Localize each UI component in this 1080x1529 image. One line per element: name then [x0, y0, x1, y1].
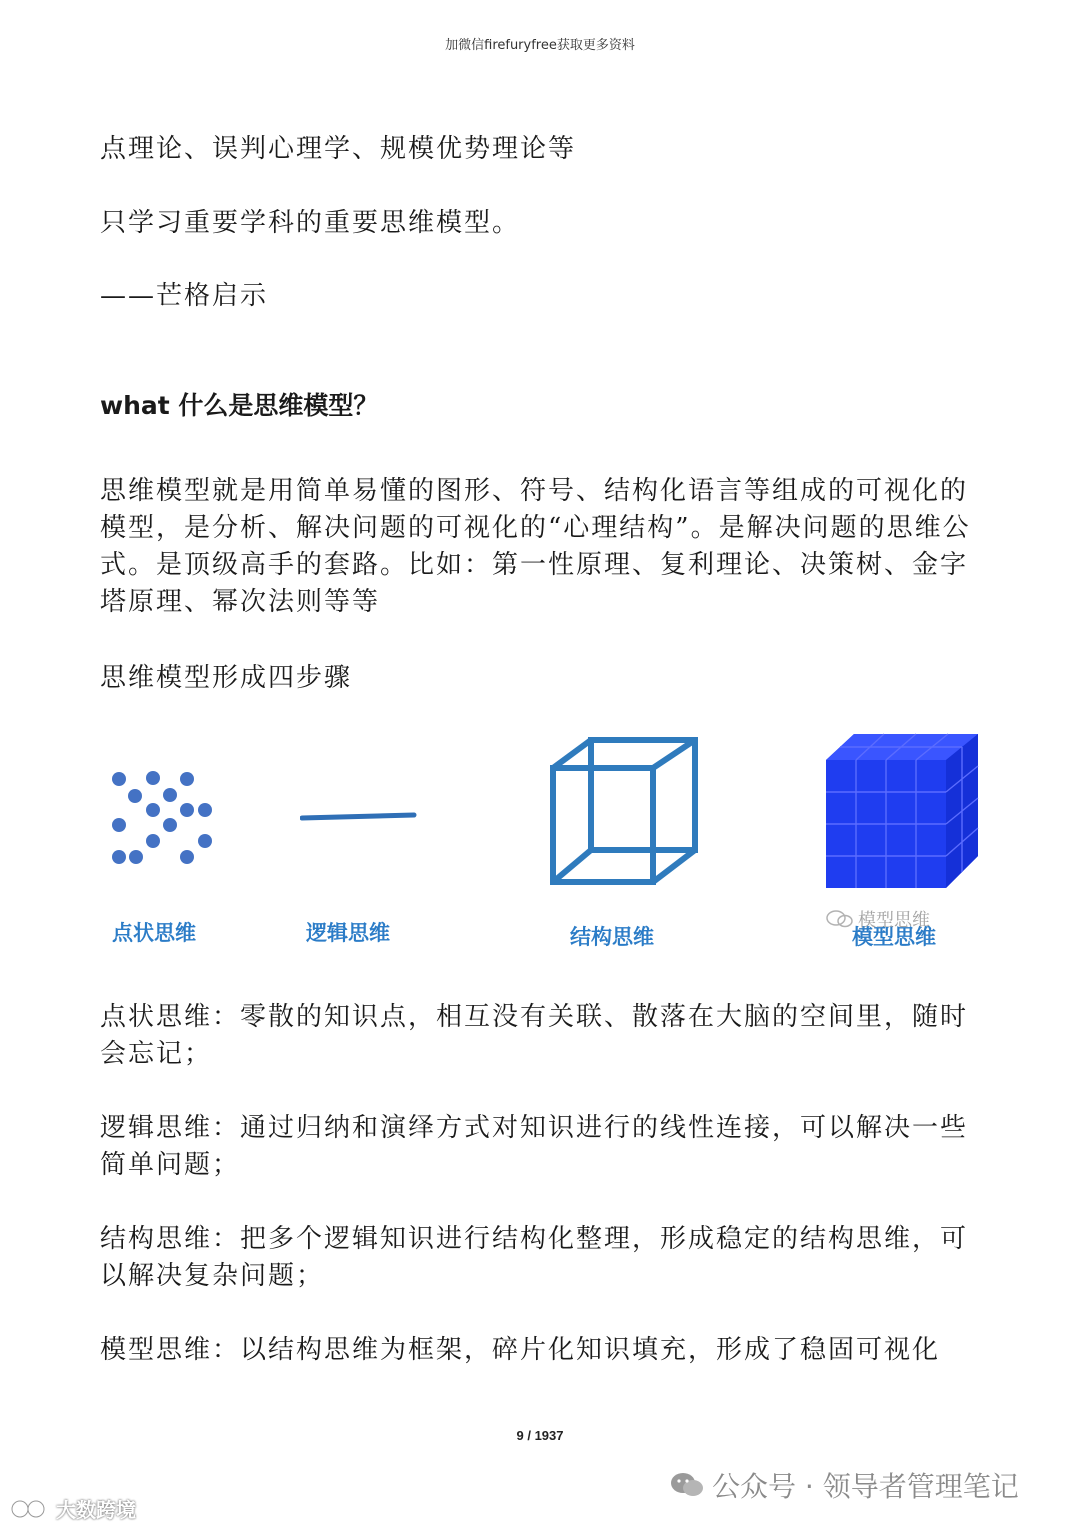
wechat-account-name: 公众号 · 领导者管理笔记 [712, 1470, 1019, 1503]
section-heading: what 什么是思维模型？ [100, 391, 379, 420]
step-label-logic: 逻辑思维 [306, 921, 390, 945]
page-header: 加微信firefuryfree获取更多资料 [445, 38, 635, 53]
paragraph-2: 只学习重要学科的重要思维模型。 [100, 208, 521, 238]
paragraph-definition: 思维模型就是用简单易懂的图形、符号、结构化语言等组成的可视化的模型，是分析、解决问题的可视化的“心理结构”。是解决问题的思维公式。是顶级高手的套路。比如：第一性原理、复利理论、决策树、金字塔原理、幂次法则等等 [100, 476, 971, 617]
wechat-account-watermark [670, 1465, 1019, 1505]
structure-thinking-figure [546, 734, 702, 894]
logo-icon [8, 1497, 52, 1521]
page-number: 9 / 1937 [516, 1428, 564, 1443]
quote-source: ——芒格启示 [100, 281, 269, 311]
paragraph-dot-thinking: 点状思维：零散的知识点，相互没有关联、散落在大脑的空间里，随时会忘记； [100, 1002, 969, 1069]
corner-watermark-text: 大数跨境 [56, 1498, 136, 1522]
paragraph-1: 点理论、误判心理学、规模优势理论等 [100, 134, 577, 164]
image-watermark-text: 模型思维 [858, 910, 930, 931]
dot-thinking-figure [105, 765, 225, 879]
step-label-model: 模型思维 [852, 925, 936, 949]
paragraph-model-thinking: 模型思维：以结构思维为框架，碎片化知识填充，形成了稳固可视化 [100, 1335, 941, 1365]
step-label-dot: 点状思维 [112, 921, 196, 945]
logic-thinking-figure [300, 808, 418, 828]
line-icon [300, 808, 418, 824]
scattered-dots-icon [105, 765, 225, 875]
corner-watermark [8, 1494, 136, 1523]
solid-cube-icon [822, 730, 982, 892]
wechat-icon [670, 1471, 704, 1499]
paragraph-four-steps: 思维模型形成四步骤 [100, 663, 353, 693]
paragraph-logic-thinking: 逻辑思维：通过归纳和演绎方式对知识进行的线性连接，可以解决一些简单问题； [100, 1113, 969, 1180]
step-label-structure: 结构思维 [570, 925, 654, 949]
paragraph-structure-thinking: 结构思维：把多个逻辑知识进行结构化整理，形成稳定的结构思维，可以解决复杂问题； [100, 1224, 969, 1291]
wechat-icon [826, 909, 854, 929]
model-thinking-figure [822, 730, 982, 896]
image-watermark [826, 906, 930, 932]
wireframe-cube-icon [546, 734, 702, 890]
